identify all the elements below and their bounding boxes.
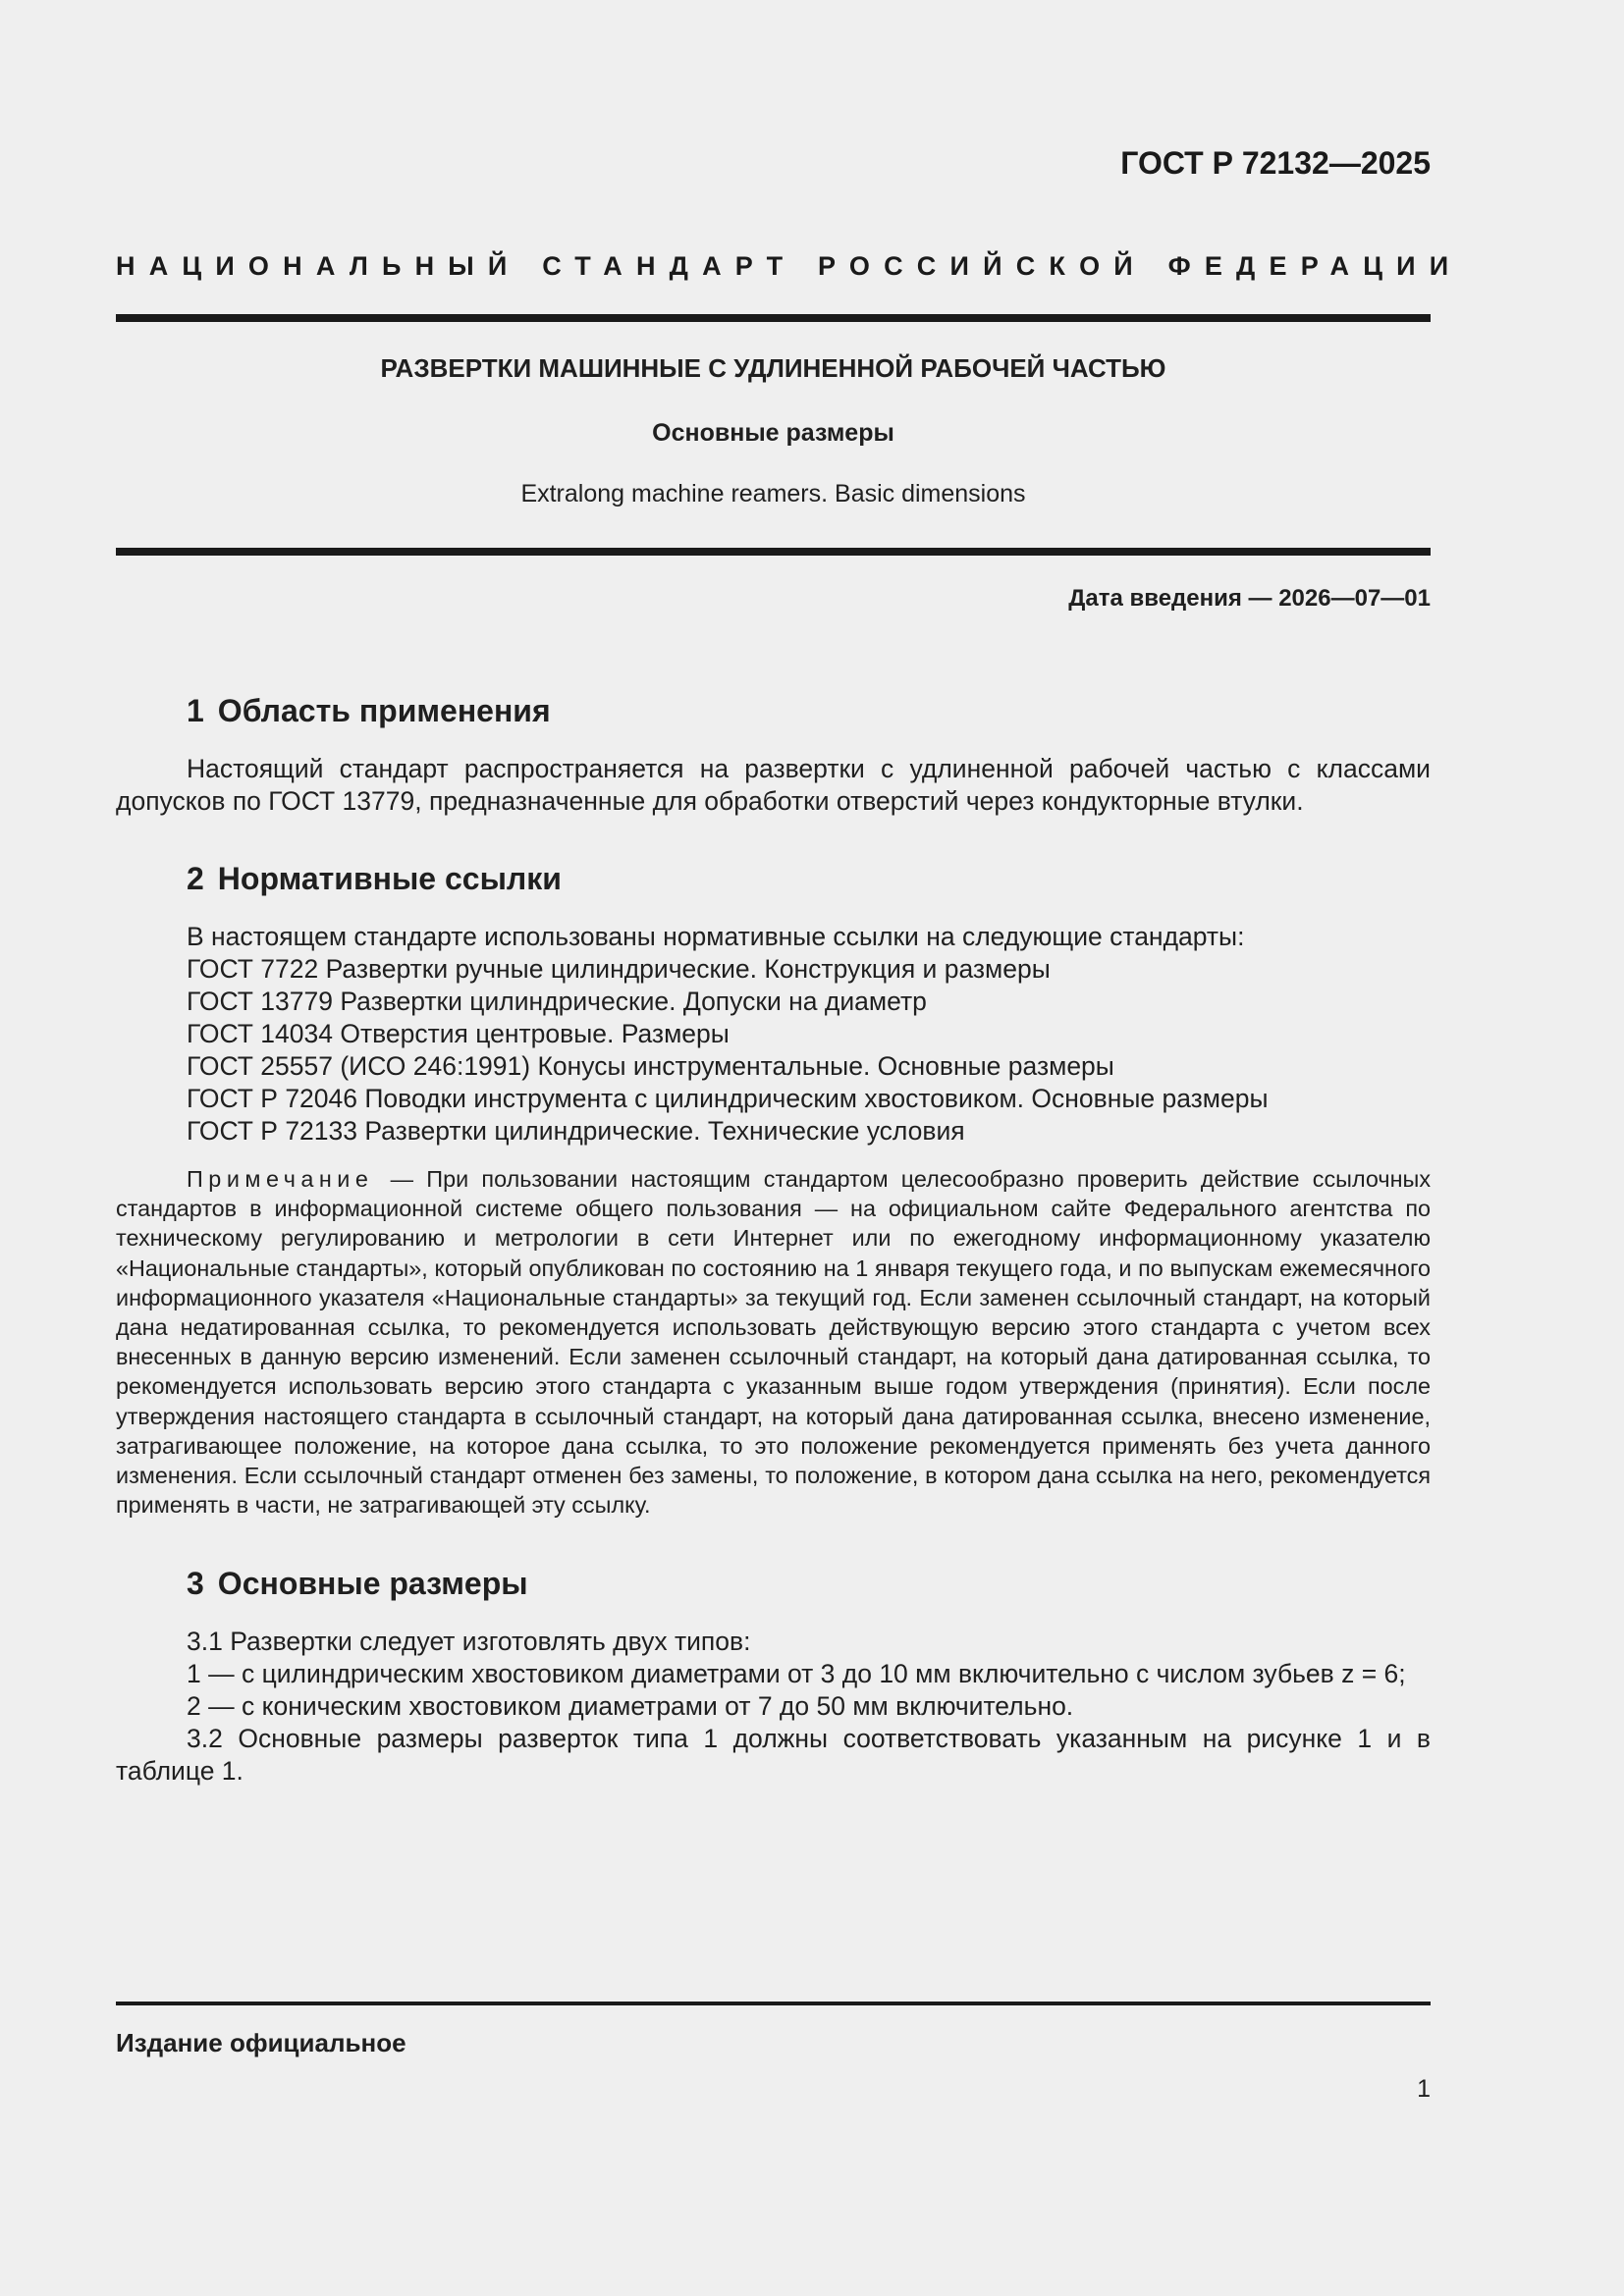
section-title: Основные размеры <box>217 1566 528 1601</box>
reference-note <box>116 1164 1431 1520</box>
document-number: ГОСТ Р 72132—2025 <box>1120 145 1431 181</box>
document-title: РАЗВЕРТКИ МАШИННЫЕ С УДЛИНЕННОЙ РАБОЧЕЙ ЧАСТЬЮ <box>380 353 1166 383</box>
section-number: 2 <box>187 861 204 896</box>
section-1-text: Настоящий стандарт распространяется на развертки с удлиненной рабочей частью с классами допусков по ГОСТ 13779, предназначенные для обработки отверстий через кондукторные втулки. <box>116 754 1431 816</box>
list-item: ГОСТ 13779 Развертки цилиндрические. Допуски на диаметр <box>187 987 927 1016</box>
list-item: ГОСТ Р 72133 Развертки цилиндрические. Технические условия <box>187 1116 965 1146</box>
header-rule <box>116 314 1431 322</box>
normative-references-list <box>116 921 1431 1148</box>
paragraph: 2 — с коническим хвостовиком диаметрами от 7 до 50 мм включительно. <box>187 1691 1074 1721</box>
section-3-body <box>116 1626 1431 1788</box>
section-2-heading <box>187 861 562 897</box>
introduction-date: Дата введения — 2026—07—01 <box>1068 585 1431 612</box>
national-standard-heading: НАЦИОНАЛЬНЫЙ СТАНДАРТ РОССИЙСКОЙ ФЕДЕРАЦИИ <box>116 251 1463 281</box>
section-title: Область применения <box>217 693 551 728</box>
paragraph: 3.2 Основные размеры разверток типа 1 должны соответствовать указанным на рисунке 1 и в таблице 1. <box>116 1724 1431 1786</box>
footer-rule <box>116 2002 1431 2005</box>
paragraph: 3.1 Развертки следует изготовлять двух типов: <box>187 1627 751 1656</box>
title-rule <box>116 548 1431 556</box>
note-text: — При пользовании настоящим стандартом целесообразно проверить действие ссылочных стандартов в информационной системе общего пользования — на официальном сайте Федерального агентства по техническому регулированию и метрологии в сети Интернет или по ежегодному информационному указателю «Национальные стандарты», который опубликован по состоянию на 1 января текущего года, и по выпускам ежемесячного информационного указателя «Национальные стандарты» за текущий год. Если заменен ссылочный стандарт, на который дана недатированная ссылка, то рекомендуется использовать действующую версию этого стандарта с учетом всех внесенных в данную версию изменений. Если заменен ссылочный стандарт, на который дана датированная ссылка, то рекомендуется использовать версию этого стандарта с указанным выше годом утверждения (принятия). Если после утверждения настоящего стандарта в ссылочный стандарт, на который дана датированная ссылка, внесено изменение, затрагивающее положение, на которое дана ссылка, то это положение рекомендуется применять без учета данного изменения. Если ссылочный стандарт отменен без замены, то положение, в котором дана ссылка на него, рекомендуется применять в части, не затрагивающей эту ссылку. <box>116 1166 1432 1519</box>
document-subtitle: Основные размеры <box>652 419 894 447</box>
list-item: ГОСТ 25557 (ИСО 246:1991) Конусы инструментальные. Основные размеры <box>187 1051 1114 1081</box>
section-3-heading <box>187 1566 528 1602</box>
document-title-english: Extralong machine reamers. Basic dimensions <box>520 480 1026 507</box>
list-item: ГОСТ 14034 Отверстия центровые. Размеры <box>187 1019 730 1048</box>
section-title: Нормативные ссылки <box>217 861 562 896</box>
paragraph: 1 — с цилиндрическим хвостовиком диаметрами от 3 до 10 мм включительно с числом зубьев z = 6; <box>187 1659 1406 1688</box>
list-item: В настоящем стандарте использованы нормативные ссылки на следующие стандарты: <box>187 922 1245 951</box>
list-item: ГОСТ 7722 Развертки ручные цилиндрические. Конструкция и размеры <box>187 954 1051 984</box>
list-item: ГОСТ Р 72046 Поводки инструмента с цилиндрическим хвостовиком. Основные размеры <box>187 1084 1269 1113</box>
edition-label: Издание официальное <box>116 2028 406 2057</box>
section-number: 3 <box>187 1566 204 1601</box>
section-1-heading <box>187 693 551 729</box>
note-label: Примечание <box>187 1166 374 1192</box>
section-number: 1 <box>187 693 204 728</box>
page-number: 1 <box>1417 2075 1431 2103</box>
